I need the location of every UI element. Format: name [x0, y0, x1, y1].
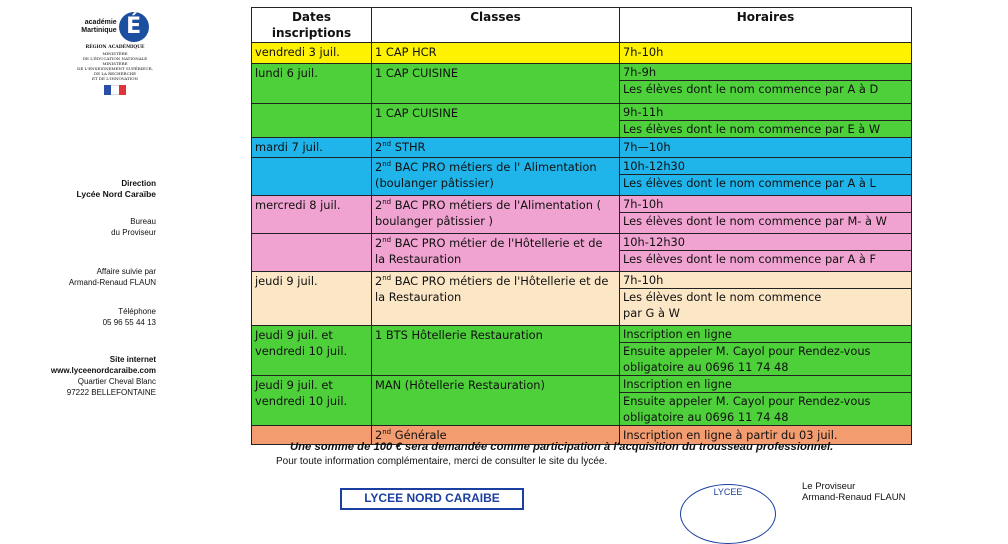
table-row — [252, 376, 912, 426]
table-row — [252, 196, 912, 234]
cell-horaire: Inscription en ligne Ensuite appeler M. Cayol pour Rendez-vous obligatoire au 0696 11 74 48 — [620, 326, 912, 376]
website-label: Site internet — [109, 355, 156, 364]
cell-horaire: Inscription en ligne à partir du 03 juil. — [620, 426, 912, 445]
cell-date: mercredi 8 juil. — [252, 196, 372, 234]
header-horaires: Horaires — [620, 8, 912, 43]
cell-classe: 1 CAP CUISINE — [372, 64, 620, 104]
cell-classe: 2nd BAC PRO métiers de l' Alimentation (boulanger pâtissier) — [372, 158, 620, 196]
phone-label: Téléphone — [118, 307, 156, 316]
cell-classe: 2nd Générale — [372, 426, 620, 445]
table-row — [252, 104, 912, 138]
cell-horaire: 10h-12h30 Les élèves dont le nom commence par A à F — [620, 234, 912, 272]
trousseau-note: Une somme de 100 € sera demandée comme participation à l'acquisition du trousseau professionnel. — [290, 441, 834, 453]
address-line1: Quartier Cheval Blanc — [77, 377, 156, 386]
address-line2: 97222 BELLEFONTAINE — [66, 388, 156, 397]
website-url: www.lyceenordcaraibe.com — [50, 366, 156, 375]
table-row — [252, 272, 912, 326]
signature-title: Le Proviseur — [802, 481, 856, 492]
bureau-block — [10, 216, 156, 238]
inscriptions-table — [251, 7, 912, 445]
cell-horaire: 7h—10h — [620, 138, 912, 158]
cell-horaire: 9h-11h Les élèves dont le nom commence par E à W — [620, 104, 912, 138]
website-block — [10, 354, 156, 398]
cell-date: lundi 6 juil. — [252, 64, 372, 104]
table-row — [252, 64, 912, 104]
affaire-line1: Affaire suivie par — [96, 267, 156, 276]
logo-e-icon: É — [119, 12, 149, 42]
cell-classe: 1 BTS Hôtellerie Restauration — [372, 326, 620, 376]
cell-horaire: 7h-10h Les élèves dont le nom commence par M- à W — [620, 196, 912, 234]
phone-number: 05 96 55 44 13 — [102, 318, 156, 327]
cell-horaire: 7h-10h Les élèves dont le nom commence par G à W — [620, 272, 912, 326]
academie-line1: académie — [84, 19, 117, 26]
table-row — [252, 326, 912, 376]
cell-horaire: 10h-12h30 Les élèves dont le nom commence par A à L — [620, 158, 912, 196]
round-stamp: LYCEE — [680, 484, 776, 544]
cell-horaire: Inscription en ligne Ensuite appeler M. Cayol pour Rendez-vous obligatoire au 0696 11 74 48 — [620, 376, 912, 426]
cell-classe: MAN (Hôtellerie Restauration) — [372, 376, 620, 426]
school-stamp: LYCEE NORD CARAIBE — [340, 488, 524, 510]
header-dates: Dates inscriptions — [252, 8, 372, 43]
region-label: RÉGION ACADÉMIQUE — [85, 45, 145, 50]
cell-date: Jeudi 9 juil. et vendredi 10 juil. — [252, 376, 372, 426]
direction-label: Direction — [121, 179, 156, 188]
cell-date: vendredi 3 juil. — [252, 43, 372, 64]
french-flag-icon — [104, 85, 126, 95]
cell-date — [252, 158, 372, 196]
cell-classe: 1 CAP HCR — [372, 43, 620, 64]
cell-classe: 2nd STHR — [372, 138, 620, 158]
bureau-line2: du Proviseur — [111, 228, 156, 237]
table-row — [252, 158, 912, 196]
cell-classe: 2nd BAC PRO métiers de l'Alimentation ( boulanger pâtissier ) — [372, 196, 620, 234]
ministry-text: MINISTÈRE DE L'ÉDUCATION NATIONALE MINISTÈRE DE L'ENSEIGNEMENT SUPÉRIEUR, DE LA RECHERCHE ET DE L'INNOVATION — [77, 51, 153, 81]
direction-block — [10, 178, 156, 200]
affaire-block — [10, 266, 156, 288]
table-row — [252, 138, 912, 158]
cell-classe: 1 CAP CUISINE — [372, 104, 620, 138]
cell-date: Jeudi 9 juil. et vendredi 10 juil. — [252, 326, 372, 376]
academie-logo — [60, 12, 170, 95]
header-classes: Classes — [372, 8, 620, 43]
info-line: Pour toute information complémentaire, merci de consulter le site du lycée. — [276, 456, 608, 467]
table-header-row — [252, 8, 912, 43]
table-row — [252, 43, 912, 64]
cell-date: mardi 7 juil. — [252, 138, 372, 158]
phone-block — [10, 306, 156, 328]
cell-date — [252, 104, 372, 138]
cell-horaire: 7h-10h — [620, 43, 912, 64]
cell-classe: 2nd BAC PRO métiers de l'Hôtellerie et de la Restauration — [372, 272, 620, 326]
cell-horaire: 7h-9h Les élèves dont le nom commence par A à D — [620, 64, 912, 104]
table-row — [252, 234, 912, 272]
academie-line2: Martinique — [81, 27, 117, 34]
cell-date — [252, 234, 372, 272]
bureau-line1: Bureau — [130, 217, 156, 226]
cell-classe: 2nd BAC PRO métier de l'Hôtellerie et de la Restauration — [372, 234, 620, 272]
signature-name: Armand-Renaud FLAUN — [802, 492, 906, 503]
cell-date: jeudi 9 juil. — [252, 272, 372, 326]
affaire-line2: Armand-Renaud FLAUN — [68, 278, 156, 287]
school-name: Lycée Nord Caraïbe — [76, 189, 156, 199]
